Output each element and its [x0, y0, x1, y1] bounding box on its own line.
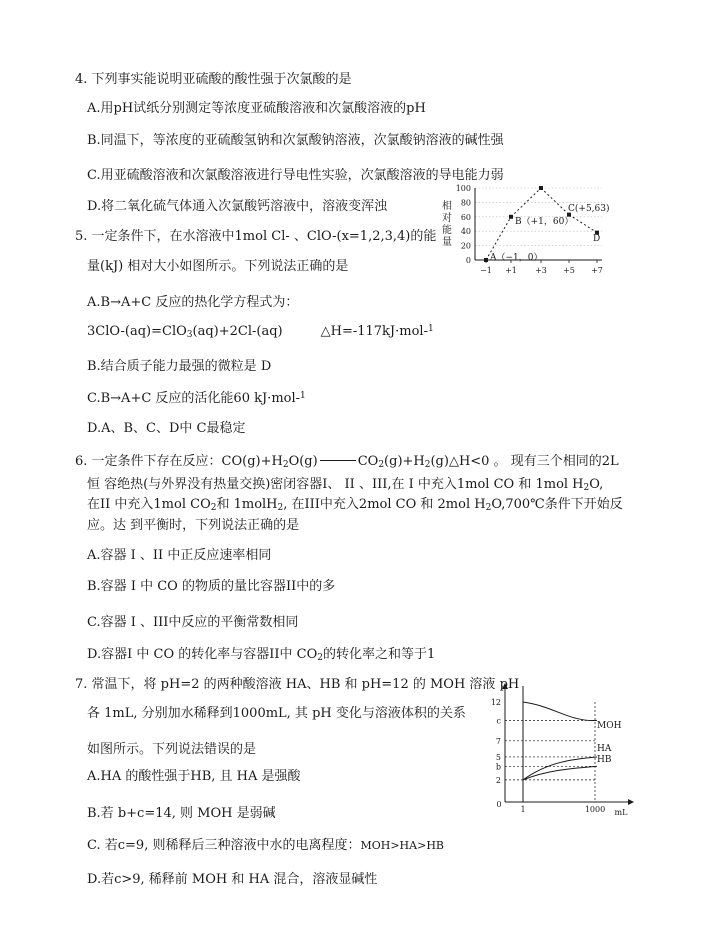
energy-diagram — [430, 180, 620, 280]
q4-option-c: C.用亚硫酸溶液和次氯酸溶液进行导电性实验，次氯酸溶液的导电能力弱 — [87, 168, 504, 183]
q7-stem-line2: 各 1mL, 分别加水稀释到1000mL, 其 pH 变化与溶液体积的关系 — [87, 706, 466, 721]
chart5-y-tick: 80 — [460, 198, 471, 208]
chart7-y-tick-labels — [491, 698, 502, 785]
chart5-y-tick: 0 — [465, 256, 471, 265]
q4-option-b: B.同温下，等浓度的亚硫酸氢钠和次氯酸钠溶液，次氯酸钠溶液的碱性强 — [87, 133, 504, 148]
q6-option-d: D.容器I 中 CO 的转化率与容器II中 $CO_2$的转化率之和等于1 — [87, 647, 436, 663]
chart7-x-unit: mL — [614, 808, 628, 817]
chart5-x-tick: +1 — [505, 266, 517, 275]
chart5-x-tick: +5 — [563, 266, 575, 275]
q5-stem-line2: 量(kJ) 相对大小如图所示。下列说法正确的是 — [87, 259, 349, 274]
q6-option-c: C.容器 I 、III中反应的平衡常数相同 — [87, 615, 299, 630]
q5-stem-line1: 5. 一定条件下，在水溶液中1mol Cl- 、ClO-(x=1,2,3,4)的能 — [75, 229, 437, 244]
chart7-series-labels — [597, 721, 622, 765]
chart7-y-tick: b — [495, 762, 501, 772]
q4-option-a: A.用pH试纸分别测定等浓度亚硫酸溶液和次氯酸溶液的pH — [87, 101, 426, 116]
q5-option-a-equation: 3ClO-(aq)=ClO$_3$(aq)+2Cl-(aq) △H=-117kJ·mol-$^1$ — [87, 324, 434, 340]
chart5-point — [484, 258, 488, 262]
chart5-x-tick: −1 — [480, 266, 492, 275]
chart5-y-tick: 40 — [460, 227, 471, 237]
svg-text:能: 能 — [442, 225, 452, 236]
chart7-y-tick: 2 — [495, 775, 501, 785]
chart7-y-tick: 12 — [490, 698, 501, 707]
point-label-c: C(+5,63) — [568, 204, 610, 214]
curve-moh — [523, 702, 597, 721]
series-label-moh: MOH — [597, 721, 622, 731]
q4-stem: 4. 下列事实能说明亚硫酸的酸性强于次氯酸的是 — [75, 72, 352, 87]
q4-option-d: D.将二氧化硫气体通入次氯酸钙溶液中，溶液变浑浊 — [87, 199, 388, 214]
ph-dilution-chart — [485, 676, 635, 824]
q5-option-a: A.B→A+C 反应的热化学方程式为： — [87, 295, 299, 310]
point-label-a: A（−1，0） — [490, 253, 543, 263]
chart7-y-tick: 7 — [495, 736, 501, 746]
chart7-y-tick: 5 — [495, 752, 501, 762]
q7-stem-line1: 7. 常温下，将 pH=2 的两种酸溶液 HA、HB 和 pH=12 的 MOH 溶液 pH — [75, 677, 520, 692]
q7-option-d: D.若c>9, 稀释前 MOH 和 HA 混合，溶液显碱性 — [87, 872, 378, 887]
chart5-point-labels — [489, 203, 610, 263]
q6-option-a: A.容器 I 、II 中正反应速率相同 — [87, 548, 272, 563]
point-label-b: B（+1，60） — [515, 217, 574, 227]
chart5-y-tick: 60 — [460, 212, 471, 222]
chart5-y-tick: 20 — [460, 241, 471, 251]
chart7-x-tick-1000: 1000 — [584, 805, 606, 814]
chart5-x-tick: +7 — [591, 266, 603, 275]
chart5-y-tick-labels — [456, 184, 471, 265]
chart5-dashed-segment — [541, 188, 569, 215]
q5-option-c: C.B→A+C 反应的活化能60 kJ·mol-$^1$ — [87, 391, 306, 406]
chart7-y-tick: c — [496, 716, 501, 726]
chart5-ylabel — [442, 199, 452, 248]
chart5-dashed-segment — [511, 188, 541, 217]
svg-text:量: 量 — [442, 237, 452, 248]
q5-option-d: D.A、B、C、D中 C最稳定 — [87, 421, 246, 436]
chart5-y-tick: 100 — [455, 184, 471, 193]
chart5-point — [509, 215, 513, 219]
chart5-x-tick: +3 — [535, 266, 547, 275]
q5-option-b: B.结合质子能力最强的微粒是 D — [87, 359, 272, 374]
svg-text:对: 对 — [442, 213, 452, 224]
q7-option-c: C. 若c=9, 则稀释后三种溶液中水的电离程度：MOH>HA>HB — [87, 838, 444, 853]
q6-stem-line3: 在II 中充入1mol $CO_2$和 1molH$_2$, 在III中充入2mol CO 和 2mol $H_2O,700℃$条件下开始反 — [87, 497, 623, 513]
chart7-dashed-guides — [505, 702, 595, 802]
q7-stem-line3: 如图所示。下列说法错误的是 — [87, 742, 257, 757]
point-label-d: D — [593, 234, 601, 244]
chart5-point — [539, 186, 543, 190]
q6-stem-line2: 恒 容绝热(与外界没有热量交换)密闭容器I、 II 、III,在 I 中充入1mol CO 和 1mol $H_2O$, — [87, 477, 604, 493]
q6-stem-line1: 6. 一定条件下存在反应：$CO(g)+H_2O(g)$ $CO_2(g)+H_2(g)\triangle H<0$ 。 现有三个相同的2L — [75, 454, 619, 470]
series-label-hb: HB — [597, 755, 612, 765]
chart7-x-tick-1: 1 — [520, 805, 526, 814]
q6-stem-line4: 应。达 到平衡时，下列说法正确的是 — [87, 518, 300, 533]
q6-option-b: B.容器 I 中 CO 的物质的量比容器II中的多 — [87, 579, 336, 594]
q7-option-a: A.HA 的酸性强于HB, 且 HA 是强酸 — [87, 769, 301, 784]
chart7-origin-label: 0 — [496, 800, 502, 809]
svg-text:相: 相 — [442, 201, 452, 212]
chart7-x-tick-labels — [496, 800, 628, 817]
q7-option-b: B.若 b+c=14, 则 MOH 是弱碱 — [87, 806, 276, 821]
series-label-ha: HA — [597, 744, 612, 754]
